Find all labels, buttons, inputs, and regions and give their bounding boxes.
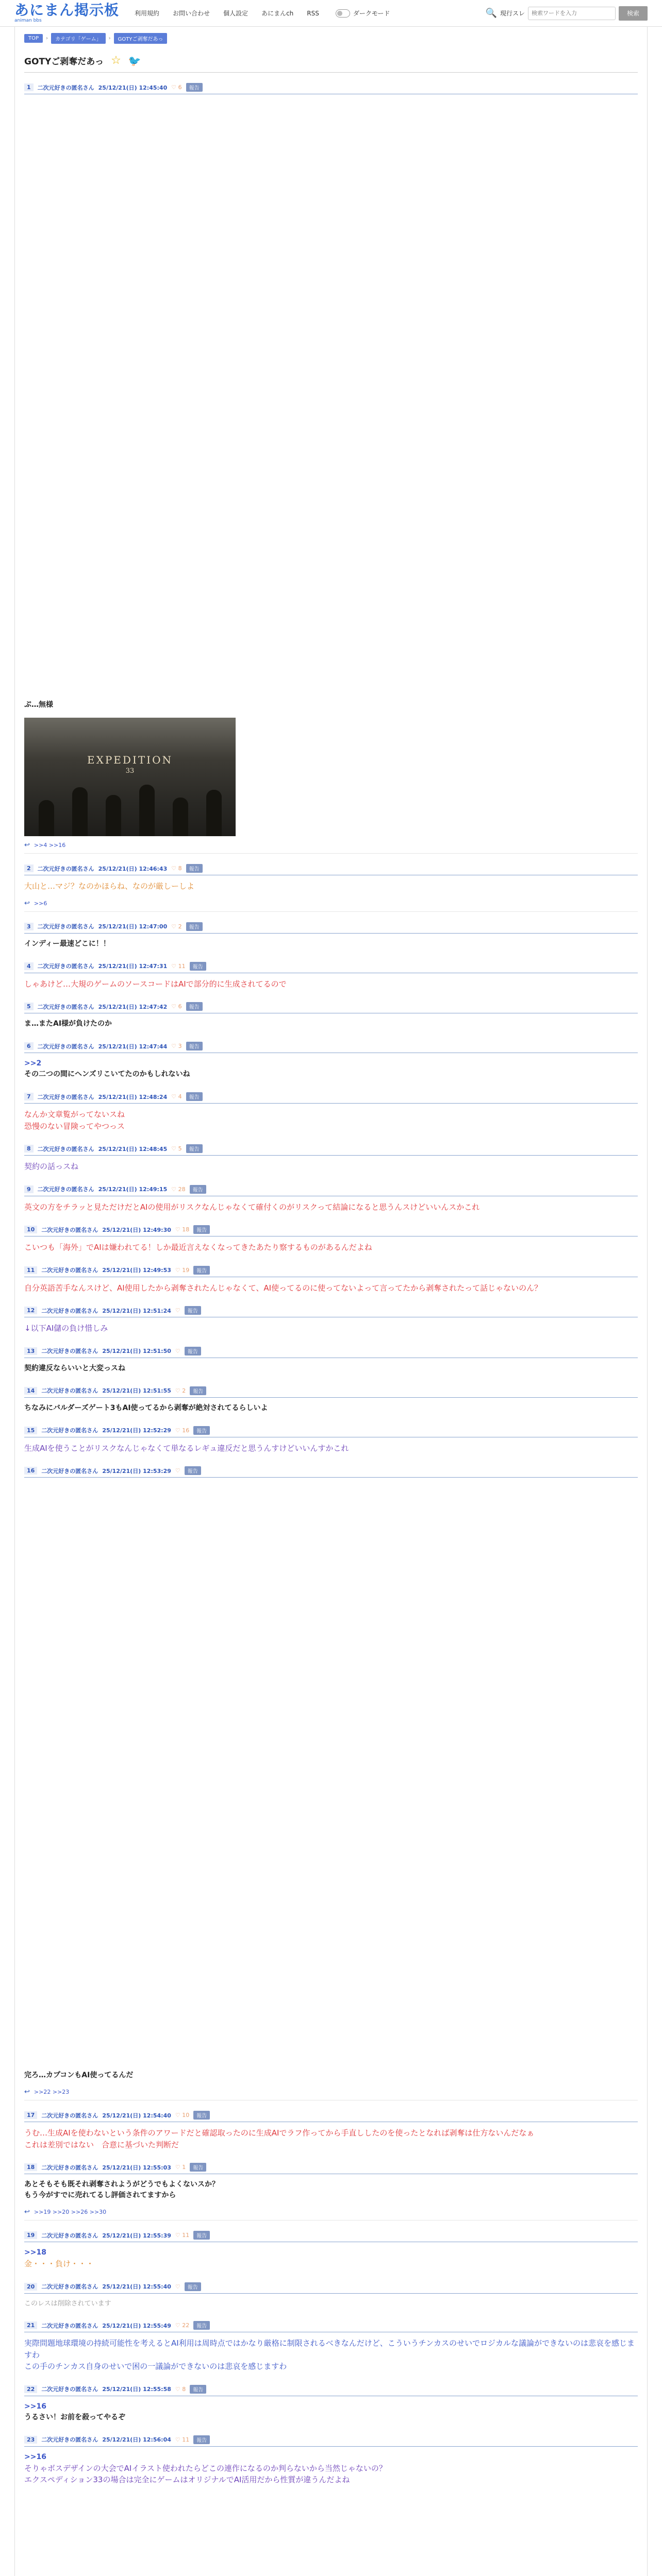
- post: [24, 1347, 638, 1376]
- thread-header: [24, 52, 638, 73]
- post: [24, 2385, 638, 2425]
- like-button[interactable]: ♡ 2: [171, 923, 182, 930]
- reply-anchor-link[interactable]: >>16: [24, 2452, 46, 2461]
- like-button[interactable]: ♡ 3: [171, 1043, 182, 1049]
- poster-name: 二次元好きの匿名さん: [37, 1093, 94, 1100]
- like-button[interactable]: ♡ 8: [175, 2385, 186, 2393]
- poster-name: 二次元好きの匿名さん: [41, 1348, 98, 1354]
- post: [24, 1185, 638, 1215]
- post-number[interactable]: 20: [24, 2283, 37, 2291]
- post-text: うるさい！お前を殺ってやるぞ: [24, 2413, 125, 2421]
- post-text: 自分英語苦手なんスけど、AI使用したから剥奪されたんじゃなくて、AI使ってるのに使ってないよって言ってたから剥奪されたって話じゃないのん？: [24, 1283, 542, 1293]
- post-body: [24, 1156, 638, 1175]
- post-header: [24, 962, 638, 973]
- post-date: 25/12/21(日) 12:52:29: [102, 1427, 171, 1434]
- post-date: 25/12/21(日) 12:47:00: [98, 923, 168, 930]
- embedded-content-area: [24, 94, 638, 694]
- nav-terms[interactable]: 利用規約: [135, 10, 160, 17]
- page-title: GOTYご剥奪だあっ: [24, 57, 104, 67]
- like-count: 19: [182, 1266, 190, 1274]
- poster-name: 二次元好きの匿名さん: [41, 1427, 98, 1434]
- post-text: 英文の方をチラッと見ただけだとAIの使用がリスクなんじゃなくて確付くのがリスクって結論になると思うんスけどいいんスかこれ: [24, 1202, 480, 1212]
- poster-name: 二次元好きの匿名さん: [41, 2436, 98, 2443]
- nav-animanch[interactable]: あにまんch: [261, 10, 294, 17]
- reply-anchor-link[interactable]: >>2: [24, 1059, 42, 1067]
- post-header: [24, 1347, 638, 1358]
- image-figures: [24, 779, 236, 836]
- post-text: 実際問題地球環境の持続可能性を考えるとAI利用は周時点ではかなり厳格に制限されるべきなんだけど、こういうチンカスのせいでロジカルな議論ができないのは悲哀を感じますわ: [24, 2338, 635, 2360]
- post: [24, 1144, 638, 1175]
- reply-icon: ↩: [24, 2088, 30, 2096]
- poster-name: 二次元好きの匿名さん: [37, 1043, 94, 1050]
- poster-name: 二次元好きの匿名さん: [41, 1307, 98, 1314]
- nav-contact[interactable]: お問い合わせ: [173, 10, 210, 17]
- post-text: そりゃボスデザインの大会でAIイラスト使われたらどこの連作になるのか判らないから当然じゃないの？: [24, 2463, 387, 2473]
- post: [24, 2163, 638, 2221]
- post-header: [24, 1386, 638, 1398]
- post: [24, 922, 638, 952]
- post-number[interactable]: 8: [24, 1145, 34, 1153]
- reply-icon: ↩: [24, 841, 30, 849]
- post-text: なんか文章覧がってないスね: [24, 1110, 125, 1119]
- poster-name: 二次元好きの匿名さん: [37, 865, 94, 872]
- poster-name: 二次元好きの匿名さん: [41, 1387, 98, 1394]
- nav-rss[interactable]: RSS: [307, 9, 319, 17]
- post-text: ちなみにバルダーズゲート3もAI使ってるから剥奪が絶対されてるらしいよ: [24, 1403, 268, 1412]
- post-number[interactable]: 2: [24, 865, 34, 872]
- post-header: [24, 1306, 638, 1317]
- like-button[interactable]: ♡ 19: [175, 1266, 190, 1274]
- post-date: 25/12/21(日) 12:47:31: [98, 963, 168, 970]
- post-body: [24, 2447, 638, 2488]
- like-count: 8: [182, 2385, 186, 2393]
- header-nav: [135, 9, 390, 18]
- dark-mode-label: ダークモード: [353, 10, 390, 17]
- post-header: [24, 1144, 638, 1156]
- post-date: 25/12/21(日) 12:46:43: [98, 865, 168, 872]
- report-button[interactable]: 報告: [193, 2321, 210, 2330]
- post-text: ぷ…無様: [24, 701, 53, 709]
- reply-links[interactable]: >>22 >>23: [34, 2089, 70, 2095]
- post-number[interactable]: 12: [24, 1307, 37, 1314]
- post-date: 25/12/21(日) 12:48:24: [98, 1093, 168, 1100]
- post-body: [24, 2122, 638, 2153]
- post: [24, 962, 638, 992]
- report-button[interactable]: 報告: [193, 1225, 210, 1234]
- post-header: [24, 1266, 638, 1277]
- post-list: [24, 83, 638, 2488]
- post-number[interactable]: 19: [24, 2231, 37, 2239]
- post-number[interactable]: 18: [24, 2163, 37, 2171]
- like-button[interactable]: ♡: [175, 2283, 180, 2290]
- like-button[interactable]: ♡ 28: [171, 1185, 186, 1193]
- post-body: [24, 2396, 638, 2425]
- post-header: [24, 1466, 638, 1478]
- post-body: [24, 1196, 638, 1215]
- poster-name: 二次元好きの匿名さん: [41, 2322, 98, 2329]
- post: [24, 1002, 638, 1031]
- embedded-content-area: [24, 1478, 638, 2065]
- like-button[interactable]: ♡ 11: [171, 962, 186, 970]
- report-button[interactable]: 報告: [186, 922, 203, 931]
- report-button[interactable]: 報告: [190, 1386, 206, 1395]
- post-header: [24, 1185, 638, 1196]
- report-button[interactable]: 報告: [186, 1042, 203, 1050]
- post-body: [24, 2174, 638, 2203]
- search-icon: 🔍: [485, 8, 497, 19]
- reply-icon: ↩: [24, 899, 30, 907]
- logo-subtext: animan bbs: [14, 18, 42, 23]
- post: [24, 1466, 638, 2100]
- site-logo[interactable]: [14, 3, 119, 23]
- post-text: 契約の話っスね: [24, 1162, 79, 1171]
- post-text: 生成AIを使うことがリスクなんじゃなくて単なるレギュ違反だと思うんすけどいいんすかこれ: [24, 1443, 349, 1453]
- poster-name: 二次元好きの匿名さん: [37, 1186, 94, 1193]
- like-count: 2: [178, 923, 182, 930]
- post-header: [24, 922, 638, 934]
- breadcrumb-top[interactable]: TOP: [24, 34, 43, 43]
- report-button[interactable]: 報告: [193, 1426, 210, 1435]
- poster-name: 二次元好きの匿名さん: [41, 1267, 98, 1274]
- post-body: [24, 1104, 638, 1134]
- replies-row: [24, 900, 638, 912]
- report-button[interactable]: 報告: [186, 1002, 203, 1011]
- post-body: [24, 1358, 638, 1376]
- like-count: 6: [178, 1003, 182, 1010]
- post-number[interactable]: 9: [24, 1185, 34, 1193]
- post-header: [24, 2385, 638, 2396]
- like-count: 3: [178, 1043, 182, 1049]
- report-button[interactable]: 報告: [190, 2385, 206, 2394]
- reply-anchor-link[interactable]: >>18: [24, 2248, 46, 2257]
- post-number[interactable]: 1: [24, 83, 34, 91]
- post-text: エクスペディション33の場合は完全にゲームはオリジナルでAI活用だから性質が違うんだよね: [24, 2475, 350, 2484]
- post-text: その二つの間にヘンズリこいてたのかもしれないね: [24, 1070, 190, 1078]
- poster-name: 二次元好きの匿名さん: [41, 1226, 98, 1233]
- search-button[interactable]: 検索: [619, 6, 648, 21]
- post-text: しゃあけど…大規のゲームのソースコードはAIで部分的に生成されてるので: [24, 979, 287, 989]
- post: [24, 1092, 638, 1134]
- like-count: 10: [182, 2112, 190, 2119]
- post-number[interactable]: 17: [24, 2111, 37, 2119]
- post-text: ま…またAI様が負けたのか: [24, 1020, 112, 1028]
- poster-name: 二次元好きの匿名さん: [37, 963, 94, 970]
- like-button[interactable]: ♡ 11: [175, 2436, 190, 2443]
- post-body: [24, 1398, 638, 1416]
- post-date: 25/12/21(日) 12:49:53: [102, 1267, 171, 1274]
- report-button[interactable]: 報告: [186, 83, 203, 92]
- post-number[interactable]: 15: [24, 1427, 37, 1434]
- post-date: 25/12/21(日) 12:47:42: [98, 1003, 168, 1010]
- post-header: [24, 1092, 638, 1104]
- report-button[interactable]: 報告: [186, 1144, 203, 1153]
- like-button[interactable]: ♡ 1: [175, 2164, 186, 2171]
- favorite-star-icon[interactable]: ☆: [111, 54, 121, 67]
- breadcrumb-separator: ›: [108, 36, 111, 41]
- post-number[interactable]: 5: [24, 1003, 34, 1010]
- like-count: 5: [178, 1145, 182, 1152]
- post-body: [24, 1317, 638, 1336]
- post: [24, 1266, 638, 1296]
- post-text: うむ…生成AIを使わないという条件のアワードだと確認取ったのに生成AIでラフ作ってから手直ししたのを使ったとなれば剥奪は仕方ないんだなぁ: [24, 2128, 535, 2138]
- post-header: [24, 864, 638, 875]
- like-count: 8: [178, 865, 182, 872]
- report-button[interactable]: 報告: [193, 2435, 210, 2444]
- post-date: 25/12/21(日) 12:45:40: [98, 84, 168, 91]
- post-text: ↓以下AI儲の負け惜しみ: [24, 1324, 108, 1333]
- like-button[interactable]: ♡: [175, 1347, 180, 1354]
- report-button[interactable]: 報告: [190, 2163, 206, 2172]
- post-number[interactable]: 22: [24, 2385, 37, 2393]
- report-button[interactable]: 報告: [185, 1466, 201, 1475]
- post-image[interactable]: [24, 718, 236, 836]
- post: [24, 1426, 638, 1456]
- reply-links[interactable]: >>6: [34, 900, 47, 907]
- dark-mode-toggle[interactable]: [336, 9, 390, 18]
- post-body: [24, 2065, 638, 2083]
- report-button[interactable]: 報告: [190, 1185, 206, 1194]
- post-header: [24, 2231, 638, 2242]
- report-button[interactable]: 報告: [186, 864, 203, 873]
- post-date: 25/12/21(日) 12:53:29: [102, 1467, 171, 1475]
- image-logo-art: EXPEDITION: [87, 754, 173, 766]
- replies-row: [24, 2088, 638, 2100]
- reply-links[interactable]: >>19 >>20 >>26 >>30: [34, 2209, 107, 2215]
- post-header: [24, 2321, 638, 2332]
- post-number[interactable]: 3: [24, 923, 34, 930]
- post-text: インディー最速どこに！！: [24, 939, 110, 948]
- post-body: [24, 1013, 638, 1031]
- post-text: あとそもそも既それ剥奪されようがどうでもよくないスか？: [24, 2180, 219, 2189]
- post-text: 完ろ…カプコンもAI使ってるんだ: [24, 2071, 134, 2079]
- post-number[interactable]: 6: [24, 1042, 34, 1050]
- post-date: 25/12/21(日) 12:51:50: [102, 1348, 171, 1354]
- like-count: 4: [178, 1093, 182, 1100]
- like-button[interactable]: ♡ 6: [171, 1003, 182, 1010]
- post-date: 25/12/21(日) 12:55:03: [102, 2164, 171, 2171]
- like-count: 22: [182, 2322, 190, 2329]
- nav-settings[interactable]: 個人設定: [223, 10, 249, 17]
- like-count: 11: [182, 2436, 190, 2443]
- post: [24, 1306, 638, 1336]
- post-body: [24, 934, 638, 952]
- search-scope-select[interactable]: 現行スレ: [500, 10, 525, 17]
- poster-name: 二次元好きの匿名さん: [41, 2232, 98, 2239]
- breadcrumb-thread[interactable]: GOTYご剥奪だあっ: [114, 33, 168, 44]
- like-button[interactable]: ♡ 22: [175, 2322, 190, 2329]
- post: [24, 2321, 638, 2375]
- post-text: 金・・・負け・・・: [24, 2259, 94, 2268]
- post-text: このレスは削除されています: [24, 2299, 111, 2308]
- image-logo-art: 33: [125, 767, 135, 775]
- post-date: 25/12/21(日) 12:51:55: [102, 1387, 171, 1394]
- like-button[interactable]: ♡: [175, 1307, 180, 1314]
- post-body: [24, 2294, 638, 2311]
- post: [24, 1042, 638, 1082]
- like-count: 11: [182, 2232, 190, 2239]
- report-button[interactable]: 報告: [193, 2111, 210, 2120]
- reply-icon: ↩: [24, 2208, 30, 2216]
- post-text: 契約違反ならいいと大変っスね: [24, 1364, 125, 1372]
- poster-name: 二次元好きの匿名さん: [41, 1467, 98, 1475]
- post-number[interactable]: 7: [24, 1093, 34, 1100]
- post-date: 25/12/21(日) 12:55:49: [102, 2322, 171, 2329]
- post-header: [24, 2111, 638, 2122]
- post-body: [24, 2332, 638, 2375]
- like-count: 28: [178, 1185, 186, 1193]
- like-button[interactable]: ♡ 10: [175, 2112, 190, 2119]
- poster-name: 二次元好きの匿名さん: [41, 2164, 98, 2171]
- post-body: [24, 694, 638, 713]
- post-body: [24, 1437, 638, 1456]
- reply-links[interactable]: >>4 >>16: [34, 842, 66, 849]
- breadcrumb-category[interactable]: カテゴリ「ゲーム」: [51, 33, 106, 44]
- like-button[interactable]: ♡ 5: [171, 1145, 182, 1152]
- report-button[interactable]: 報告: [185, 2282, 201, 2291]
- report-button[interactable]: 報告: [190, 962, 206, 971]
- post-date: 25/12/21(日) 12:47:44: [98, 1043, 168, 1050]
- poster-name: 二次元好きの匿名さん: [37, 923, 94, 930]
- post-header: [24, 2435, 638, 2447]
- post-body: [24, 1236, 638, 1256]
- post: [24, 83, 638, 854]
- poster-name: 二次元好きの匿名さん: [37, 1145, 94, 1153]
- post-text: 恐慢のない冒険ってやつっス: [24, 1121, 125, 1131]
- post-header: [24, 1042, 638, 1053]
- post: [24, 864, 638, 912]
- search-input[interactable]: [528, 7, 616, 20]
- post-header: [24, 2282, 638, 2294]
- poster-name: 二次元好きの匿名さん: [37, 1003, 94, 1010]
- post-number[interactable]: 23: [24, 2436, 37, 2444]
- report-button[interactable]: 報告: [186, 1092, 203, 1101]
- post-date: 25/12/21(日) 12:54:40: [102, 2112, 171, 2119]
- post-header: [24, 83, 638, 94]
- site-header: [0, 0, 662, 27]
- post-number[interactable]: 14: [24, 1387, 37, 1395]
- post-date: 25/12/21(日) 12:55:40: [102, 2283, 171, 2290]
- post-header: [24, 1225, 638, 1236]
- report-button[interactable]: 報告: [185, 1347, 201, 1355]
- post: [24, 2282, 638, 2311]
- post-number[interactable]: 21: [24, 2321, 37, 2329]
- post-text: もう今がすでに売れてるし評価されてますから: [24, 2191, 176, 2199]
- post-number[interactable]: 11: [24, 1266, 37, 1274]
- post-number[interactable]: 13: [24, 1347, 37, 1355]
- post-header: [24, 2163, 638, 2174]
- like-count: 1: [182, 2164, 186, 2171]
- post: [24, 2231, 638, 2272]
- like-button[interactable]: ♡: [175, 1467, 180, 1474]
- search-bar: [486, 6, 648, 21]
- post-text: これは差別ではない 合意に基づいた判断だ: [24, 2140, 179, 2149]
- post-number[interactable]: 4: [24, 962, 34, 970]
- replies-row: [24, 2208, 638, 2221]
- poster-name: 二次元好きの匿名さん: [41, 2386, 98, 2393]
- post-body: [24, 2242, 638, 2272]
- post-number[interactable]: 10: [24, 1226, 37, 1233]
- like-count: 16: [182, 1427, 190, 1434]
- like-button[interactable]: ♡ 2: [175, 1387, 186, 1394]
- like-count: 6: [178, 84, 182, 91]
- post-body: [24, 973, 638, 992]
- toggle-switch-icon[interactable]: [336, 9, 350, 18]
- post-body: [24, 1053, 638, 1082]
- like-button[interactable]: ♡ 8: [171, 865, 182, 872]
- breadcrumb: [24, 27, 638, 44]
- like-button[interactable]: ♡ 4: [171, 1093, 182, 1100]
- post-date: 25/12/21(日) 12:49:30: [102, 1226, 171, 1233]
- like-button[interactable]: ♡ 6: [171, 84, 182, 91]
- post-date: 25/12/21(日) 12:55:58: [102, 2386, 171, 2393]
- reply-anchor-link[interactable]: >>16: [24, 2402, 46, 2411]
- like-count: 11: [178, 962, 186, 970]
- twitter-share-icon[interactable]: 🐦: [128, 54, 141, 67]
- like-count: 2: [182, 1387, 186, 1394]
- post-text: この手のチンカス自身のせいで困の一議論ができないのは悲哀を感じますわ: [24, 2362, 287, 2371]
- post-date: 25/12/21(日) 12:51:24: [102, 1307, 171, 1314]
- post-date: 25/12/21(日) 12:49:15: [98, 1186, 168, 1193]
- breadcrumb-separator: ›: [46, 36, 48, 41]
- report-button[interactable]: 報告: [193, 1266, 210, 1275]
- logo-text[interactable]: あにまん掲示板: [14, 2, 120, 19]
- main-container: [14, 27, 648, 2576]
- post-header: [24, 1002, 638, 1013]
- post-date: 25/12/21(日) 12:55:39: [102, 2232, 171, 2239]
- like-button[interactable]: ♡ 18: [175, 1226, 190, 1233]
- report-button[interactable]: 報告: [193, 2231, 210, 2240]
- like-count: 18: [182, 1226, 190, 1233]
- post-header: [24, 1426, 638, 1437]
- post: [24, 1225, 638, 1256]
- post-text: 大山と…マジ？なのかほらね、なのが厳しーしよ: [24, 882, 195, 891]
- like-button[interactable]: ♡ 16: [175, 1427, 190, 1434]
- post: [24, 1386, 638, 1416]
- poster-name: 二次元好きの匿名さん: [41, 2112, 98, 2119]
- post: [24, 2111, 638, 2153]
- like-button[interactable]: ♡ 11: [175, 2232, 190, 2239]
- post-body: [24, 1277, 638, 1296]
- post-body: [24, 875, 638, 894]
- post-date: 25/12/21(日) 12:48:45: [98, 1145, 168, 1153]
- replies-row: [24, 841, 638, 854]
- poster-name: 二次元好きの匿名さん: [41, 2283, 98, 2290]
- post-number[interactable]: 16: [24, 1467, 37, 1475]
- post-date: 25/12/21(日) 12:56:04: [102, 2436, 171, 2443]
- poster-name: 二次元好きの匿名さん: [37, 84, 94, 91]
- post-text: こいつも「海外」でAIは嫌われてる！しか最近言えなくなってきたあたり察するものがあるんだよね: [24, 1243, 372, 1252]
- post: [24, 2435, 638, 2488]
- report-button[interactable]: 報告: [185, 1306, 201, 1315]
